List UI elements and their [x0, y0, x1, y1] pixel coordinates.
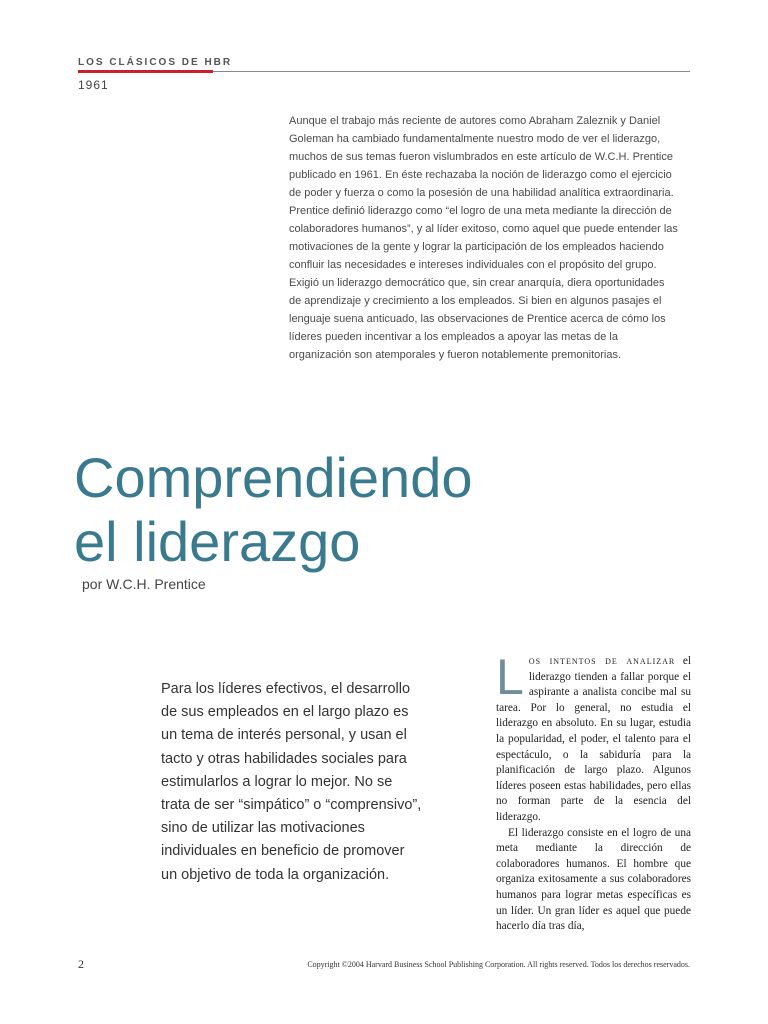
intro-paragraph: Aunque el trabajo más reciente de autores como Abraham Zaleznik y Daniel Goleman ha cambiado fundamentalmente nuestro modo de ver el liderazgo, muchos de sus temas fueron vislumbrados en este artículo de W.C.H. Prentice publicado en 1961. En éste rechazaba la noción de liderazgo como el ejercicio de poder y fuerza o como la posesión de una habilidad analítica extraordinaria. Prentice definió liderazgo como “el logro de una meta mediante la dirección de colaboradores humanos”, y al líder exitoso, como aquel que puede entender las motivaciones de la gente y lograr la participación de los empleados haciendo confluir las necesidades e intereses individuales con el propósito del grupo. Exigió un liderazgo democrático que, sin crear anarquía, diera oportunidades de aprendizaje y crecimiento a los empleados. Si bien en algunos pasajes el lenguaje suena anticuado, las observaciones de Prentice acerca de cómo los líderes pueden incentivar a los empleados a apoyar las metas de la organización son atemporales y fueron notablemente premonitorias.: [289, 115, 678, 361]
byline: por W.C.H. Prentice: [82, 576, 206, 592]
body-paragraph-2: El liderazgo consiste en el logro de una meta mediante la dirección de colaboradores humanos. El hombre que organiza exitosamente a sus colaboradores humanos para lograr metas específicas es un líder. Un gran líder es aquel que puede hacerlo día tras día,: [496, 826, 691, 933]
section-label: LOS CLÁSICOS DE HBR: [78, 57, 233, 68]
paragraph-1-text: el liderazgo tienden a fallar porque el aspirante a analista concibe mal su tarea. Por lo general, no estudia el liderazgo en absoluto. En su lugar, estudia la popularidad, el poder, el talento para el espectáculo, o la sabiduría para la planificación de largo plazo. Algunos líderes poseen estas habilidades, pero ellas no forman parte de la esencia del liderazgo.: [496, 655, 691, 823]
page-number: 2: [78, 957, 84, 971]
year: 1961: [78, 78, 109, 92]
body-paragraph-1: [496, 649, 691, 826]
copyright-notice: Copyright ©2004 Harvard Business School Publishing Corporation. All rights reserved. Todos los derechos reservados.: [307, 960, 690, 969]
article-title: [74, 446, 472, 574]
lead-in: os intentos de analizar: [528, 655, 676, 667]
header-rule: [213, 71, 690, 72]
title-line-1: Comprendiendo: [74, 446, 473, 509]
title-line-2: el liderazgo: [74, 510, 361, 573]
header-rule-red: [78, 70, 213, 73]
drop-cap: L: [496, 649, 524, 705]
pull-quote: Para los líderes efectivos, el desarrollo de sus empleados en el largo plazo es un tema de interés personal, y usan el tacto y otras habilidades sociales para estimularlos a lograr lo mejor. No se trata de ser “simpático” o “comprensivo”, sino de utilizar las motivaciones individuales en beneficio de promover un objetivo de toda la organización.: [161, 681, 422, 883]
body-column: [496, 649, 691, 935]
